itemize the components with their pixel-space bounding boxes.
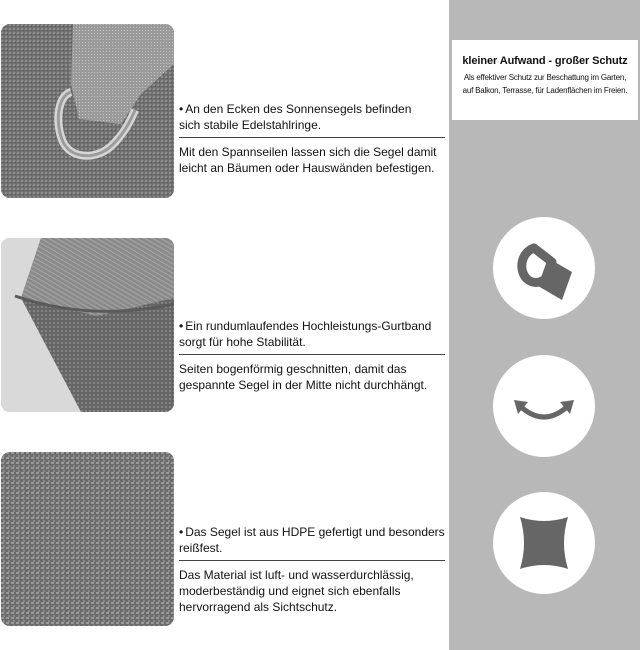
bullet-icon: •	[179, 525, 184, 539]
feature-lead-line	[179, 524, 445, 540]
sail-shape-icon-circle	[493, 492, 595, 594]
curved-arrow-icon-circle	[493, 355, 595, 457]
d-ring-corner-photo	[1, 24, 174, 198]
feature-lead-line: sorgt für hohe Stabilität.	[179, 335, 306, 349]
feature-description	[179, 567, 445, 615]
feature-text-line: leicht an Bäumen oder Hauswänden befestigen.	[179, 161, 435, 175]
feature-text-line: gespannte Segel in der Mitte nicht durchhängt.	[179, 378, 428, 392]
feature-lead	[179, 318, 445, 355]
feature-lead-line: reißfest.	[179, 541, 223, 555]
headline-subtitle-line: auf Balkon, Terrasse, für Ladenflächen im Freien.	[462, 86, 628, 95]
feature-text-line: Seiten bogenförmig geschnitten, damit das	[179, 362, 407, 376]
feature-text-line: Das Material ist luft- und wasserdurchlässig,	[179, 568, 414, 582]
headline-subtitle-line: Als effektiver Schutz zur Beschattung im Garten,	[463, 73, 627, 82]
feature-lead-line	[179, 318, 445, 334]
feature-lead	[179, 524, 445, 561]
headline-title: kleiner Aufwand - großer Schutz	[462, 55, 628, 67]
d-ring-icon	[504, 228, 584, 308]
curved-arrow-icon	[504, 366, 584, 446]
feature-lead	[179, 101, 445, 138]
feature-description	[179, 144, 445, 176]
headline-box	[452, 40, 638, 120]
bullet-icon: •	[179, 102, 184, 116]
feature-lead-text: Das Segel ist aus HDPE gefertigt und besonders	[185, 525, 445, 539]
webbing-edge-photo	[1, 238, 174, 412]
feature-lead-line: sich stabile Edelstahlringe.	[179, 118, 322, 132]
feature-lead-text: An den Ecken des Sonnensegels befinden	[185, 102, 412, 116]
bullet-icon: •	[179, 319, 184, 333]
feature-text-line: hervorragend als Sichtschutz.	[179, 600, 338, 614]
fabric-texture-photo	[1, 452, 174, 626]
sail-shape-icon	[504, 503, 584, 583]
d-ring-icon-circle	[493, 217, 595, 319]
headline-subtitle	[452, 71, 638, 97]
feature-text-line: moderbeständig und eignet sich ebenfalls	[179, 584, 401, 598]
feature-text-line: Mit den Spannseilen lassen sich die Segel damit	[179, 145, 437, 159]
feature-lead-line	[179, 101, 445, 117]
feature-description	[179, 361, 445, 393]
feature-lead-text: Ein rundumlaufendes Hochleistungs-Gurtband	[185, 319, 432, 333]
